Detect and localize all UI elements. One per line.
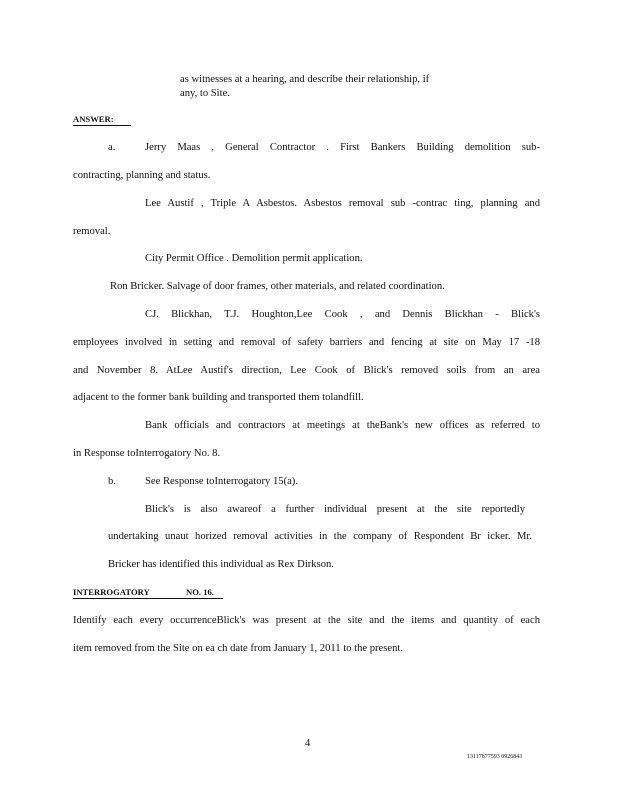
item-a-text-3: City Permit Office . Demolition permit application. — [145, 253, 363, 264]
item-a-text-5: CJ. Blickhan, T.J. Houghton,Lee Cook , and Dennis Blickhan - Blick's — [145, 309, 540, 320]
interrogatory-text-1: Identify each every occurrenceBlick's was present at the site and the items and quantity of each — [73, 615, 540, 626]
interrogatory-heading-rule — [73, 598, 223, 599]
interrogatory-label: INTERROGATORY — [73, 587, 150, 597]
item-a-text-4: Ron Bricker. Salvage of door frames, other materials, and related coordination. — [110, 281, 445, 292]
answer-heading-rule — [73, 125, 131, 126]
item-a-text-2: Lee Austif , Triple A Asbestos. Asbestos removal sub -contrac ting, planning and — [145, 198, 540, 209]
item-b-marker: b. — [108, 476, 116, 487]
item-a-text-5-cont-2: and November 8. AtLee Austif's direction, Lee Cook of Blick's removed soils from an area — [73, 365, 540, 376]
item-b-text-2-cont-1: undertaking unaut horized removal activities in the company of Respondent Br icker. Mr. — [108, 531, 532, 542]
item-b-text-2-cont-2: Bricker has identified this individual as Rex Dirkson. — [108, 559, 334, 570]
item-a-marker: a. — [108, 142, 116, 153]
item-a-text-5-cont-1: employees involved in setting and removal of safety barriers and fencing at site on May 17 -18 — [73, 337, 540, 348]
intro-line-2: any, to Site. — [180, 88, 230, 99]
interrogatory-text-2: item removed from the Site on ea ch date from January 1, 2011 to the present. — [73, 643, 403, 654]
answer-heading: ANSWER: — [73, 114, 114, 124]
page-number: 4 — [305, 738, 311, 749]
item-a-text-1: Jerry Maas , General Contractor . First Bankers Building demolition sub- — [145, 142, 540, 153]
item-b-text-1: See Response toInterrogatory 15(a). — [145, 476, 298, 487]
interrogatory-number: NO. 16. — [186, 587, 214, 597]
item-a-text-1-cont: contracting, planning and status. — [73, 170, 211, 181]
item-a-text-6-cont: in Response toInterrogatory No. 8. — [73, 448, 221, 459]
item-a-text-5-cont-3: adjacent to the former bank building and transported them tolandfill. — [73, 392, 364, 403]
item-a-text-6: Bank officials and contractors at meetings at theBank's new offices as referred to — [145, 420, 540, 431]
item-a-text-2-cont: removal. — [73, 226, 111, 237]
intro-line-1: as witnesses at a hearing, and describe their relationship, if — [180, 74, 430, 85]
document-id: 13117877593 0926843 — [467, 754, 523, 760]
item-b-text-2: Blick's is also awareof a further individual present at the site reportedly — [145, 504, 525, 515]
